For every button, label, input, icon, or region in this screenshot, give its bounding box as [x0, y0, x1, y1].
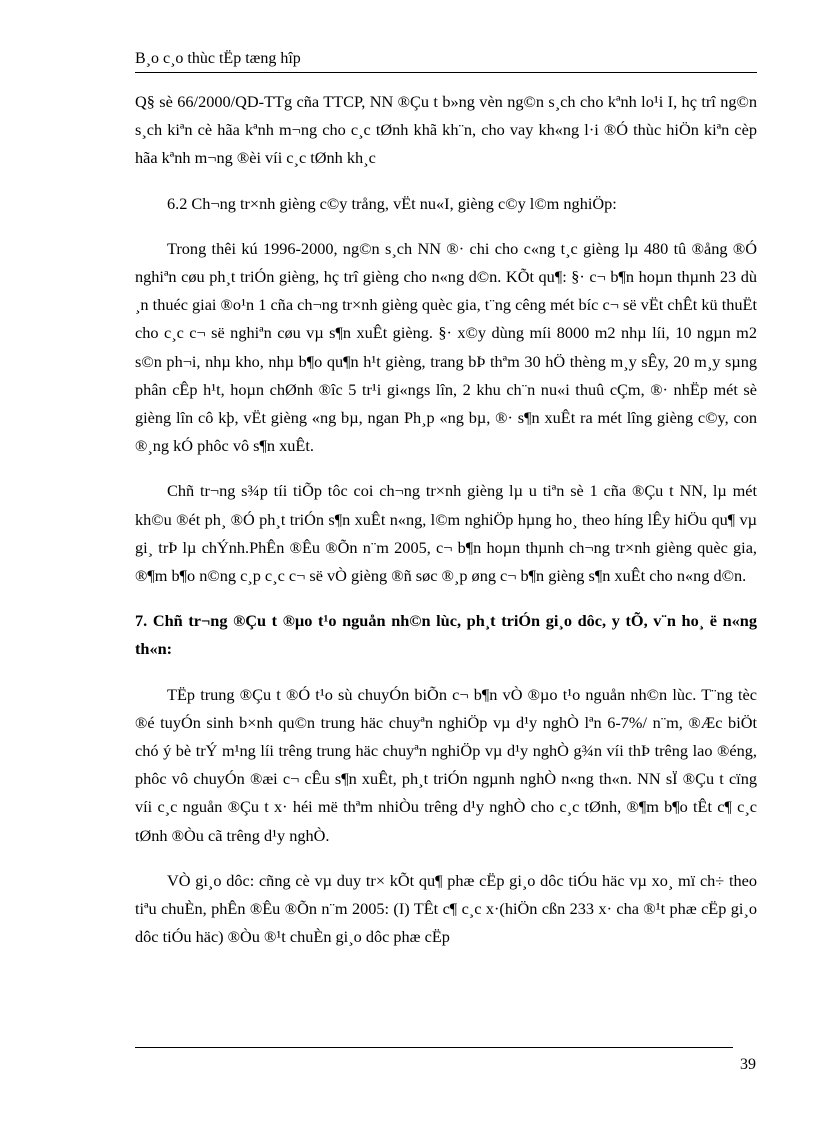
section-heading-7: 7. Chñ tr¬ng ®Çu t ®µo t¹o nguån nh©n lùc, ph¸t triÓn gi¸o dôc, y tÕ, v¨n ho¸ ë n«ng th«n: — [135, 611, 757, 659]
document-body — [135, 88, 757, 968]
body-paragraph: Chñ tr¬ng s¾p tíi tiÕp tôc coi ch¬ng tr×nh gièng lµ u tiªn sè 1 cña ®Çu t NN, lµ mét kh©u ®ét ph¸ ®Ó ph¸t triÓn s¶n xuÊt n«ng, l©m nghiÖp hµng ho¸ theo híng lÊy hiÖu qu¶ vµ gi¸ trÞ lµ chÝnh.PhÊn ®Êu ®Õn n¨m 2005, c¬ b¶n hoµn thµnh ch¬ng tr×nh gièng quèc gia, ®¶m b¶o n©ng c¸p c¸c c¬ së vÒ gièng ®ñ søc ®¸p øng c¬ b¶n gièng s¶n xuÊt cho n«ng d©n. — [135, 481, 757, 586]
section-heading-6-2: 6.2 Ch¬ng tr×nh gièng c©y trång, vËt nu«I, gièng c©y l©m nghiÖp: — [167, 193, 617, 213]
body-paragraph: Q§ sè 66/2000/QD-TTg cña TTCP, NN ®Çu t b»ng vèn ng©n s¸ch cho kªnh lo¹i I, hç trî ng©n s¸ch kiªn cè hãa kªnh m¬ng cho c¸c tØnh khã kh¨n, cho vay kh«ng l·i ®Ó thùc hiÖn kiªn cèp hãa kªnh m¬ng ®èi víi c¸c tØnh kh¸c — [135, 92, 757, 168]
body-paragraph: TËp trung ®Çu t ®Ó t¹o sù chuyÓn biÕn c¬ b¶n vÒ ®µo t¹o nguån nh©n lùc. T¨ng tèc ®é tuyÓn sinh b×nh qu©n trung häc chuyªn nghiÖp vµ d¹y nghÒ lªn 6-7%/ n¨m, ®Æc biÖt chó ý bè trÝ m¹ng líi trêng trung häc chuyªn nghiÖp vµ d¹y nghÒ g¾n víi thÞ trêng lao ®éng, phôc vô chuyÓn ®æi c¬ cÊu s¶n xuÊt, ph¸t triÓn ngµnh nghÒ n«ng th«n. NN sÏ ®Çu t cïng víi c¸c nguån ®Çu t x· héi më thªm nhiÒu trêng d¹y nghÒ cho c¸c tØnh, ®¶m b¶o tÊt c¶ c¸c tØnh ®Òu cã trêng d¹y nghÒ. — [135, 684, 757, 845]
header-title: B¸o c¸o thùc tËp tæng hîp — [135, 50, 301, 67]
running-header — [135, 48, 757, 73]
body-paragraph: VÒ gi¸o dôc: cñng cè vµ duy tr× kÕt qu¶ phæ cËp gi¸o dôc tiÓu häc vµ xo¸ mï ch÷ theo tiªu chuÈn, phÊn ®Êu ®Õn n¨m 2005: (I) TÊt c¶ c¸c x·(hiÖn cßn 233 x· cha ®¹t phæ cËp gi¸o dôc tiÓu häc) ®Òu ®¹t chuÈn gi¸o dôc phæ cËp — [135, 870, 757, 947]
page-number: 39 — [740, 1056, 756, 1073]
body-paragraph: Trong thêi kú 1996-2000, ng©n s¸ch NN ®· chi cho c«ng t¸c gièng lµ 480 tû ®ång ®Ó nghiªn cøu ph¸t triÓn gièng, hç trî gièng cho n«ng d©n. KÕt qu¶: §· c¬ b¶n hoµn thµnh 23 dù ¸n thuéc giai ®o¹n 1 cña ch¬ng tr×nh gièng quèc gia, t¨ng cêng mét bíc c¬ së vËt chÊt kü thuËt cho c¸c c¬ së nghiªn cøu vµ s¶n xuÊt gièng. §· x©y dùng míi 8000 m2 nhµ líi, 10 ngµn m2 s©n ph¬i, nhµ kho, nhµ b¶o qu¶n h¹t gièng, trang bÞ thªm 30 hÖ thèng m¸y sÊy, 20 m¸y sµng phân cÊp h¹t, hoµn chØnh ®îc 5 tr¹i gi«ngs lîn, 2 khu ch¨n nu«i thuû cÇm, ®· nhËp mét sè gièng lîn cô kþ, vËt gièng «ng bµ, ngan Ph¸p «ng bµ, ®· s¶n xuÊt ra mét lîng gièng c©y, con ®¸ng kÓ phôc vô s¶n xuÊt. — [135, 238, 757, 456]
footer-divider — [135, 1047, 733, 1048]
